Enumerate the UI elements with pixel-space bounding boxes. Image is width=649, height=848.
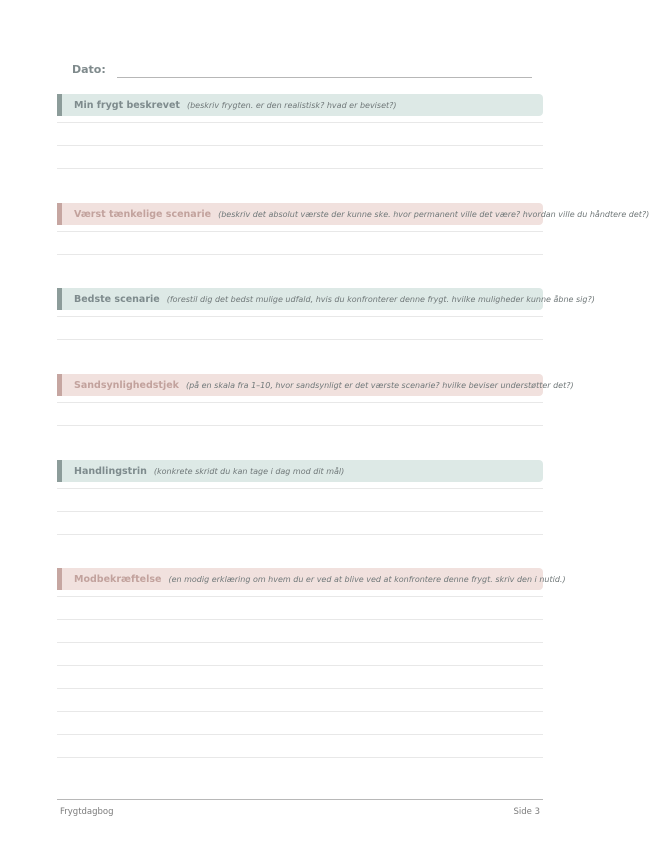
writing-line[interactable] <box>57 665 543 666</box>
writing-line[interactable] <box>57 642 543 643</box>
writing-line[interactable] <box>57 425 543 426</box>
section-header-action-steps <box>57 460 543 482</box>
writing-line[interactable] <box>57 122 543 123</box>
section-title: Sandsynlighedstjek <box>74 379 179 391</box>
writing-line[interactable] <box>57 734 543 735</box>
writing-line[interactable] <box>57 402 543 403</box>
section-header-worst-case <box>57 203 649 225</box>
writing-line[interactable] <box>57 596 543 597</box>
section-accent-bar <box>57 460 62 482</box>
section-accent-bar <box>57 288 62 310</box>
section-header-likelihood-check <box>57 374 574 396</box>
writing-line[interactable] <box>57 688 543 689</box>
writing-line[interactable] <box>57 168 543 169</box>
section-accent-bar <box>57 568 62 590</box>
writing-line[interactable] <box>57 511 543 512</box>
writing-line[interactable] <box>57 339 543 340</box>
writing-line[interactable] <box>57 711 543 712</box>
section-hint: (på en skala fra 1–10, hvor sandsynligt er det værste scenarie? hvilke beviser understøtter det?) <box>185 380 574 390</box>
footer-title: Frygtdagbog <box>60 807 114 817</box>
footer-divider <box>57 799 543 800</box>
writing-line[interactable] <box>57 757 543 758</box>
section-hint: (beskriv det absolut værste der kunne ske. hvor permanent ville det være? hvordan ville du håndtere det?) <box>218 209 649 219</box>
section-accent-bar <box>57 374 62 396</box>
date-input-line[interactable] <box>117 77 532 78</box>
writing-line[interactable] <box>57 231 543 232</box>
section-header-courage-affirmation <box>57 568 566 590</box>
section-header-best-case <box>57 288 595 310</box>
page-number: Side 3 <box>513 807 540 817</box>
section-title: Min frygt beskrevet <box>74 99 180 111</box>
section-accent-bar <box>57 203 62 225</box>
section-hint: (forestil dig det bedst mulige udfald, hvis du konfronterer denne frygt. hvilke muligheder kunne åbne sig?) <box>166 294 595 304</box>
writing-line[interactable] <box>57 534 543 535</box>
section-accent-bar <box>57 94 62 116</box>
writing-line[interactable] <box>57 145 543 146</box>
date-row <box>72 62 532 80</box>
writing-line[interactable] <box>57 488 543 489</box>
writing-line[interactable] <box>57 619 543 620</box>
date-label: Dato: <box>72 63 106 76</box>
writing-line[interactable] <box>57 316 543 317</box>
section-title: Værst tænkelige scenarie <box>74 208 212 220</box>
section-hint: (beskriv frygten. er den realistisk? hvad er beviset?) <box>186 100 397 110</box>
section-title: Bedste scenarie <box>74 293 160 305</box>
section-hint: (en modig erklæring om hvem du er ved at blive ved at konfrontere denne frygt. skriv den i nutid.) <box>168 574 566 584</box>
section-title: Modbekræftelse <box>74 573 162 585</box>
writing-line[interactable] <box>57 254 543 255</box>
section-header-fear-described <box>57 94 543 116</box>
section-title: Handlingstrin <box>74 465 147 477</box>
section-hint: (konkrete skridt du kan tage i dag mod dit mål) <box>153 466 345 476</box>
